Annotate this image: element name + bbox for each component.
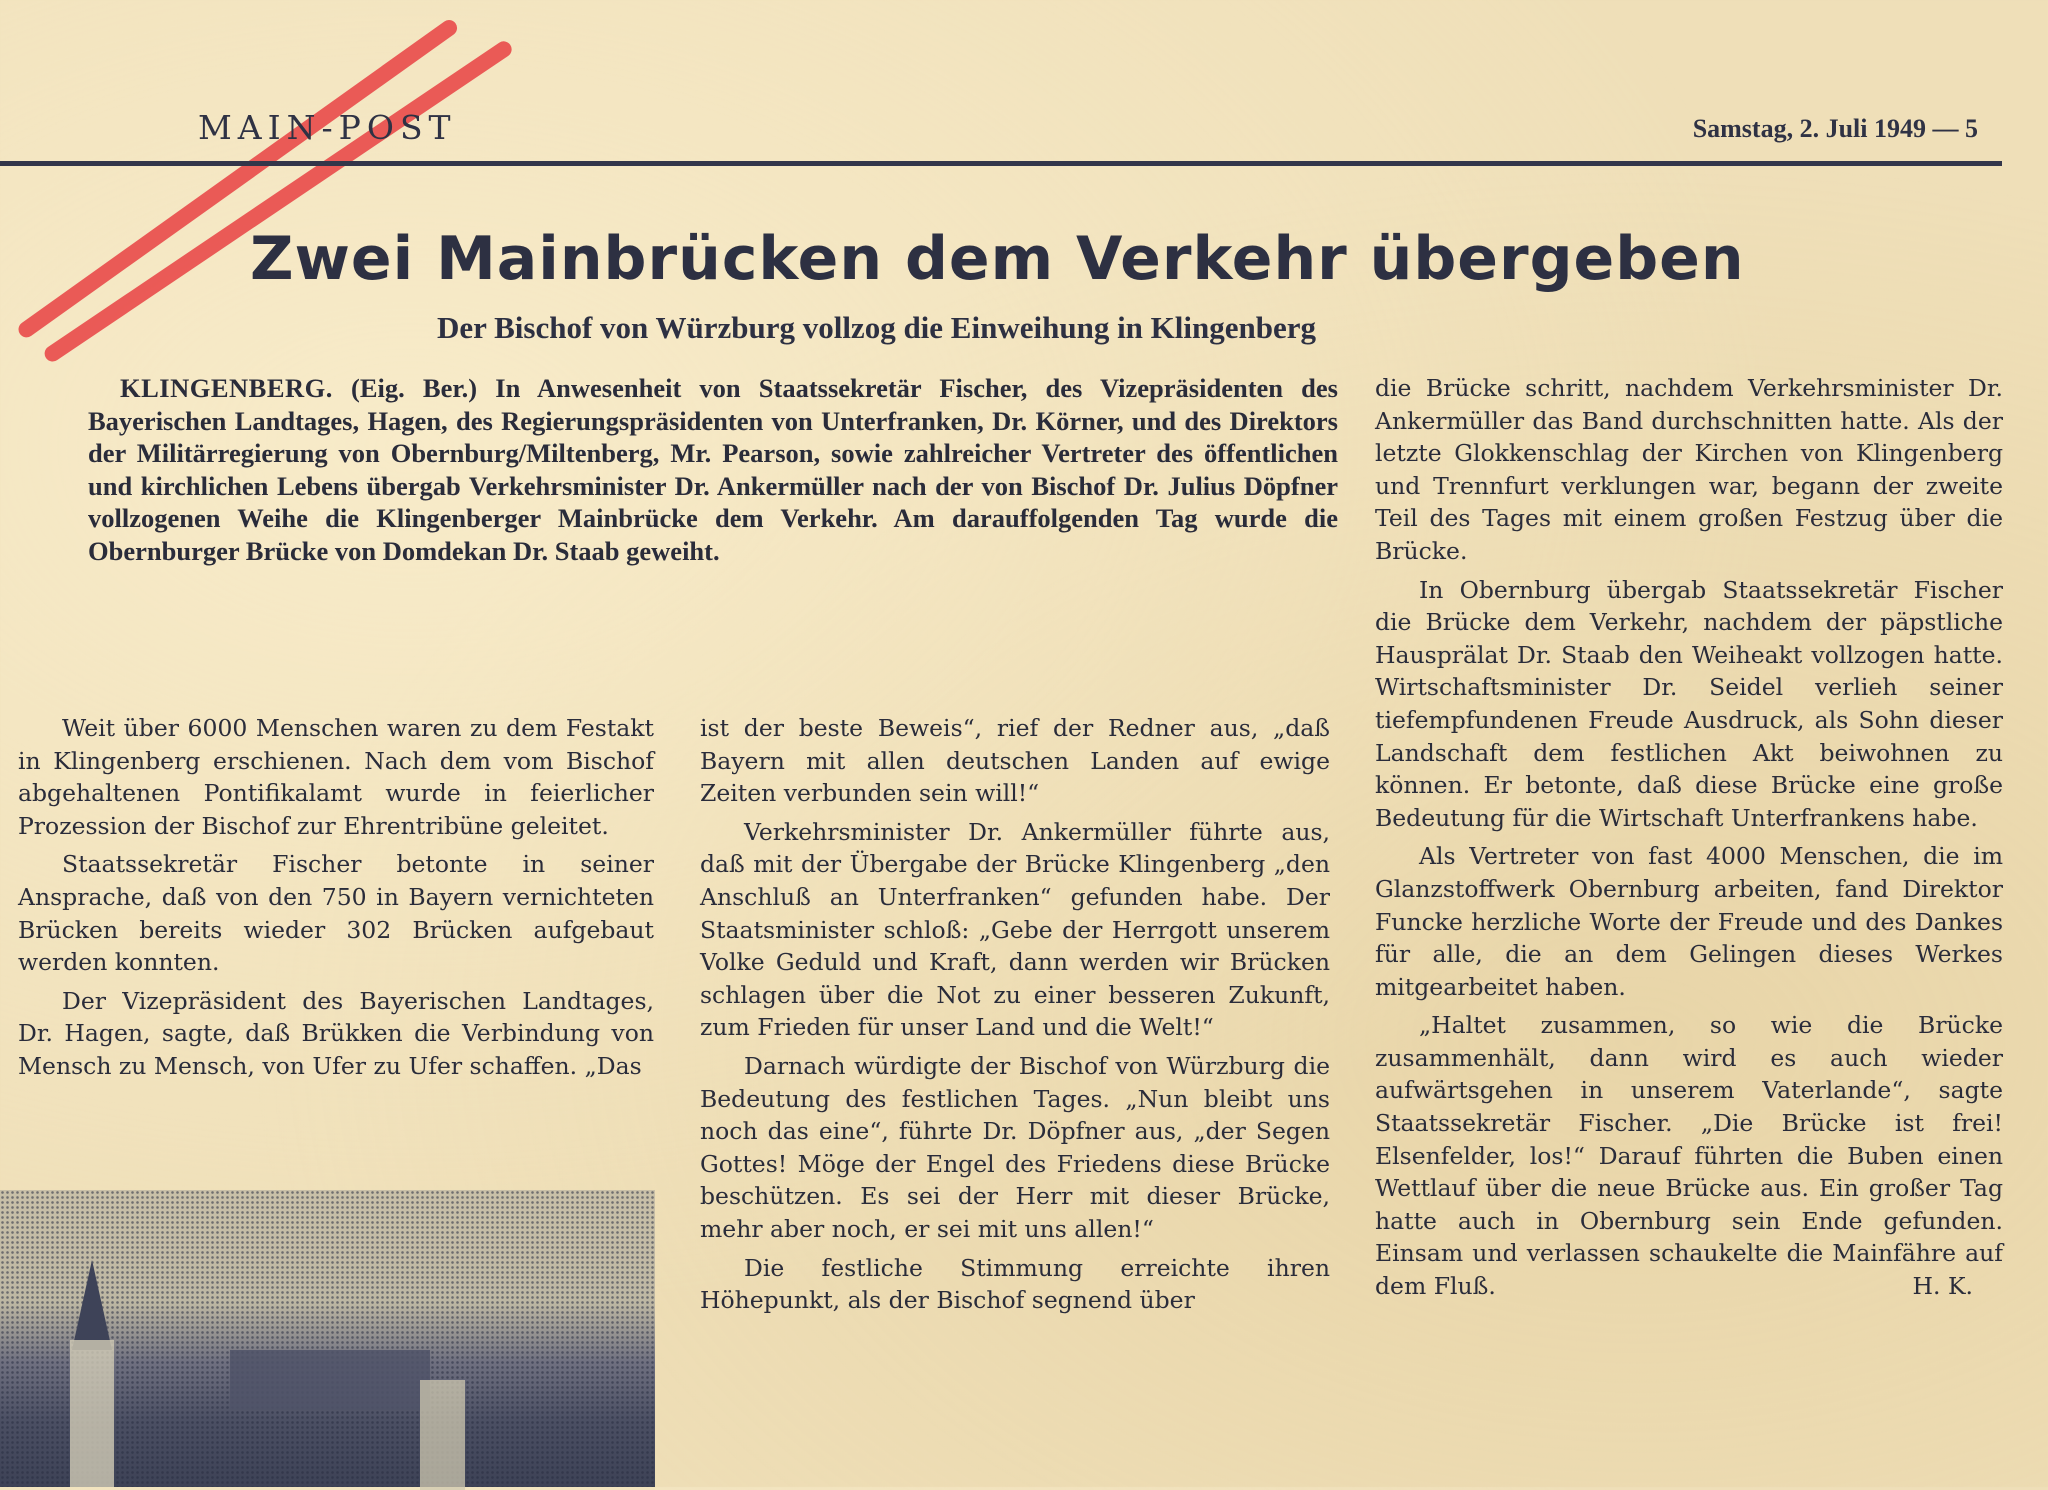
article-lead [88,372,1338,567]
paragraph: Darnach würdigte der Bischof von Würzburg die Bedeutung des festlichen Tages. „Nun bleibt uns noch das eine“, führte Dr. Döpfner aus, „der Segen Gottes! Möge der Engel des Friedens diese Brücke beschützen. Es sei der Herr mit dieser Brücke, mehr aber noch, er sei mit uns allen!“ [700,1051,1330,1243]
paragraph: die Brücke schritt, nachdem Verkehrsminister Dr. Ankermüller das Band durchschnitten hatte. Als der letzte Glokkenschlag der Kirchen von Klingenberg und Trennfurt verklungen war, begann der zweite Teil des Tages mit einem großen Festzug über die Brücke. [1375,374,2003,565]
author-signature: H. K. [1912,1272,1973,1301]
paragraph: In Obernburg übergab Staatssekretär Fischer die Brücke dem Verkehr, nachdem der päpstliche Hausprälat Dr. Staab den Weiheakt vollzogen hatte. Wirtschaftsminister Dr. Seidel verlieh seiner tiefempfundenen Freude Ausdruck, als Sohn dieser Landschaft dem festlichen Akt beiwohnen zu können. Er betonte, daß diese Brücke eine große Bedeutung für die Wirtschaft Unterfrankens habe. [1375,575,2003,832]
final-paragraph-text: „Haltet zusammen, so wie die Brücke zusammenhält, dann wird es auch wieder aufwärtsgehen in unserem Vaterlande“, sagte Staatssekretär Fischer. „Die Brücke ist frei! Elsenfelder, los!“ Darauf führten die Buben einen Wettlauf über die neue Brücke aus. Ein großer Tag hatte auch in Obernburg sein Ende gefunden. Einsam und verlassen schaukelte die Mainfähre auf dem Fluß. [1375,1011,2003,1301]
rooftop [230,1350,430,1410]
paragraph: Weit über 6000 Menschen waren zu dem Festakt in Klingenberg erschienen. Nach dem vom Bischof abgehaltenen Pontifikalamt wurde in feierlicher Prozession der Bischof zur Ehrentribüne geleitet. [18,714,654,840]
house-gable [420,1380,465,1490]
column-1 [18,712,654,1089]
lead-source: (Eig. Ber.) [351,373,478,403]
newspaper-masthead: MAIN-POST [198,108,457,147]
column-3 [1375,372,2003,1309]
column-2 [700,712,1330,1323]
paragraph-final [1375,1009,2003,1302]
paragraph: Die festliche Stimmung erreichte ihren Höhepunkt, als der Bischof segnend über [700,1253,1330,1315]
article-subheadline: Der Bischof von Würzburg vollzog die Einweihung in Klingenberg [437,310,1317,345]
church-spire [72,1260,112,1350]
church-tower [70,1340,114,1487]
dateline: Samstag, 2. Juli 1949 — 5 [1692,114,1978,143]
paragraph: Verkehrsminister Dr. Ankermüller führte aus, daß mit der Übergabe der Brücke Klingenberg „den Anschluß an Unterfranken“ gefunden habe. Der Staatsminister schloß: „Gebe der Herrgott unserem Volke Geduld und Kraft, dann werden wir Brücken schlagen über die Not zu einer besseren Zukunft, zum Frieden für unser Land und die Welt!“ [700,817,1330,1042]
lead-text: In Anwesenheit von Staatssekretär Fischer, des Vizepräsidenten des Bayerischen Landtages, Hagen, des Regierungspräsidenten von Unterfranken, Dr. Körner, und des Direktors der Militärregierung von Obernburg/Miltenberg, Mr. Pearson, sowie zahlreicher Vertreter des öffentlichen und kirchlichen Lebens übergab Verkehrsminister Dr. Ankermüller nach der von Bischof Dr. Julius Döpfner vollzogenen Weihe die Klingenberger Mainbrücke dem Verkehr. Am darauffolgenden Tag wurde die Obernburger Brücke von Domdekan Dr. Staab geweiht. [88,373,1338,566]
lead-place: KLINGENBERG. [120,373,333,403]
header-rule [0,161,2002,166]
paragraph: Als Vertreter von fast 4000 Menschen, die im Glanzstoffwerk Obernburg arbeiten, fand Direktor Funcke herzliche Worte der Freude und des Dankes für alle, die an dem Gelingen dieses Werkes mitgearbeitet haben. [1375,842,2003,1001]
paragraph: Der Vizepräsident des Bayerischen Landtages, Dr. Hagen, sagte, daß Brükken die Verbindung von Mensch zu Mensch, von Ufer zu Ufer schaffen. „Das [18,986,654,1080]
paragraph: ist der beste Beweis“, rief der Redner aus, „daß Bayern mit allen deutschen Landen auf ewige Zeiten verbunden sein will!“ [700,714,1330,808]
paragraph: Staatssekretär Fischer betonte in seiner Ansprache, daß von den 750 in Bayern vernichteten Brücken bereits wieder 302 Brücken aufgebaut werden konnten. [18,850,654,977]
halftone-photo [0,1190,655,1487]
article-headline: Zwei Mainbrücken dem Verkehr übergeben [250,224,1745,294]
